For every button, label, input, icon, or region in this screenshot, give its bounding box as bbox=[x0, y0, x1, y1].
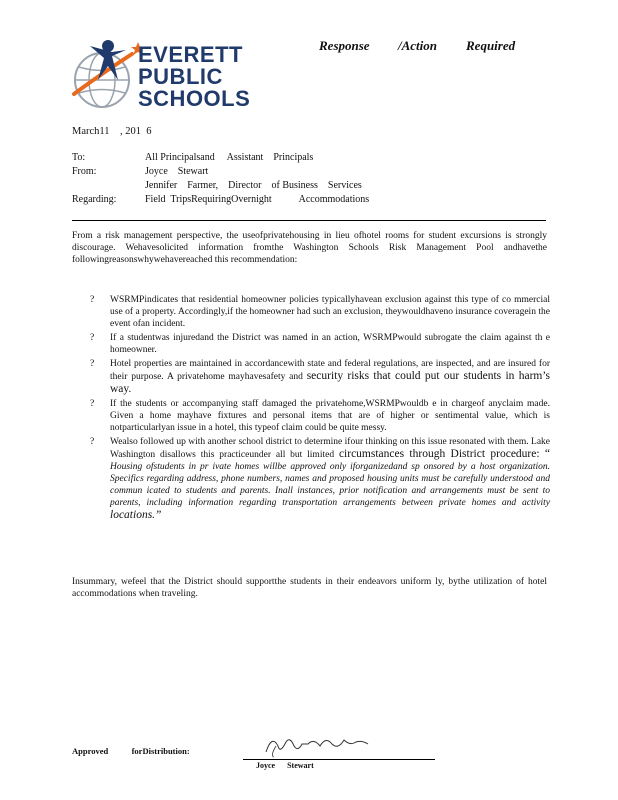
signature-line bbox=[243, 759, 435, 760]
bullet-text-tail: security risks that could put our students in harm’s way. bbox=[110, 370, 551, 395]
bullet-text: If the students or accompanying staff damaged the privatehome,WSRMPwouldb e in chargeof anyclaim made. Given a home mayhave fixtures and personal items that are of higher or sentimental value, which is notparticularlyan issue in a hotel, this typeof claim could be quite messy. bbox=[110, 399, 550, 433]
procedure-quote: Housing ofstudents in pr ivate homes willbe approved only iforganizedand sp onsored by a host organization. Specifics regarding address, phone numbers, names and proposed housing units must be carefully understood and commun icated to students and parents. Inall instances, prior notification and arrangements must be sent to parents, including information regarding transportation arrangements between private homes and activity bbox=[110, 462, 550, 508]
memo-date: March11 , 201 6 bbox=[72, 126, 152, 137]
approved-label: Approved forDistribution: bbox=[72, 746, 190, 756]
bullet-text-tail: circumstances through District procedure: “ bbox=[338, 448, 550, 460]
logo-text-line-3: SCHOOLS bbox=[138, 86, 251, 111]
list-item bbox=[72, 358, 550, 396]
list-item bbox=[72, 398, 550, 434]
bullet-text: If a studentwas injuredand the District was named in an action, WSRMPwould subrogate the claim against th e homeowner. bbox=[110, 333, 550, 355]
reasons-list bbox=[72, 294, 550, 524]
bullet-text: Hotel properties are maintained in accordancewith state and federal regulations, are inspected, and are insured for their purpose. A privatehome mayhavesafety and bbox=[110, 359, 550, 382]
bullet-marker: ? bbox=[90, 399, 95, 409]
signature-name: Joyce Stewart bbox=[256, 761, 314, 770]
header-divider bbox=[72, 220, 546, 221]
action-heading: /Action bbox=[398, 38, 438, 53]
handwritten-signature bbox=[262, 732, 372, 758]
bullet-marker: ? bbox=[90, 359, 95, 369]
from-value-1: Joyce Stewart bbox=[145, 166, 209, 177]
summary-paragraph: Insummary, wefeel that the District should supportthe students in their endeavors uniform ly, bythe utilization of hotel accommodations when traveling. bbox=[72, 577, 547, 599]
list-item bbox=[72, 294, 550, 330]
logo-text-line-2: PUBLIC bbox=[138, 64, 223, 89]
globe-figure-icon bbox=[68, 36, 148, 112]
bullet-text: Wealso followed up with another school district to determine ifour thinking on this issue resonated with them. Lake Washington disallows this practiceunder all but limited bbox=[110, 437, 550, 460]
to-label: To: bbox=[72, 152, 86, 163]
bullet-marker: ? bbox=[90, 333, 95, 343]
list-item bbox=[72, 436, 550, 522]
district-logo bbox=[68, 36, 258, 112]
intro-paragraph: From a risk management perspective, the useofprivatehousing in lieu ofhotel rooms for student excursions is strongly discourage. Wehavesolicited information fromthe Washington Schools Risk Management Pool andhavethe followingreasonswhywehavereached this recommendation: bbox=[72, 231, 547, 265]
list-item bbox=[72, 332, 550, 356]
from-label: From: bbox=[72, 166, 97, 177]
procedure-quote-end: locations.” bbox=[110, 509, 162, 521]
regarding-value: Field TripsRequiringOvernight Accommodations bbox=[145, 194, 370, 205]
logo-text-line-1: EVERETT bbox=[138, 42, 243, 67]
to-value: All Principalsand Assistant Principals bbox=[145, 152, 314, 163]
regarding-label: Regarding: bbox=[72, 194, 117, 205]
bullet-marker: ? bbox=[90, 437, 95, 447]
bullet-text: WSRMPindicates that residential homeowner policies typicallyhavean exclusion against this type of co mmercial use of a property. Accordingly,if the homeowner had such an exclusion, theywouldhaveno insurance coveragein the event ofan incident. bbox=[110, 295, 550, 329]
response-heading: Response bbox=[319, 38, 370, 53]
bullet-marker: ? bbox=[90, 295, 95, 305]
required-heading: Required bbox=[466, 38, 516, 53]
from-value-2: Jennifer Farmer, Director of Business Services bbox=[145, 180, 362, 191]
